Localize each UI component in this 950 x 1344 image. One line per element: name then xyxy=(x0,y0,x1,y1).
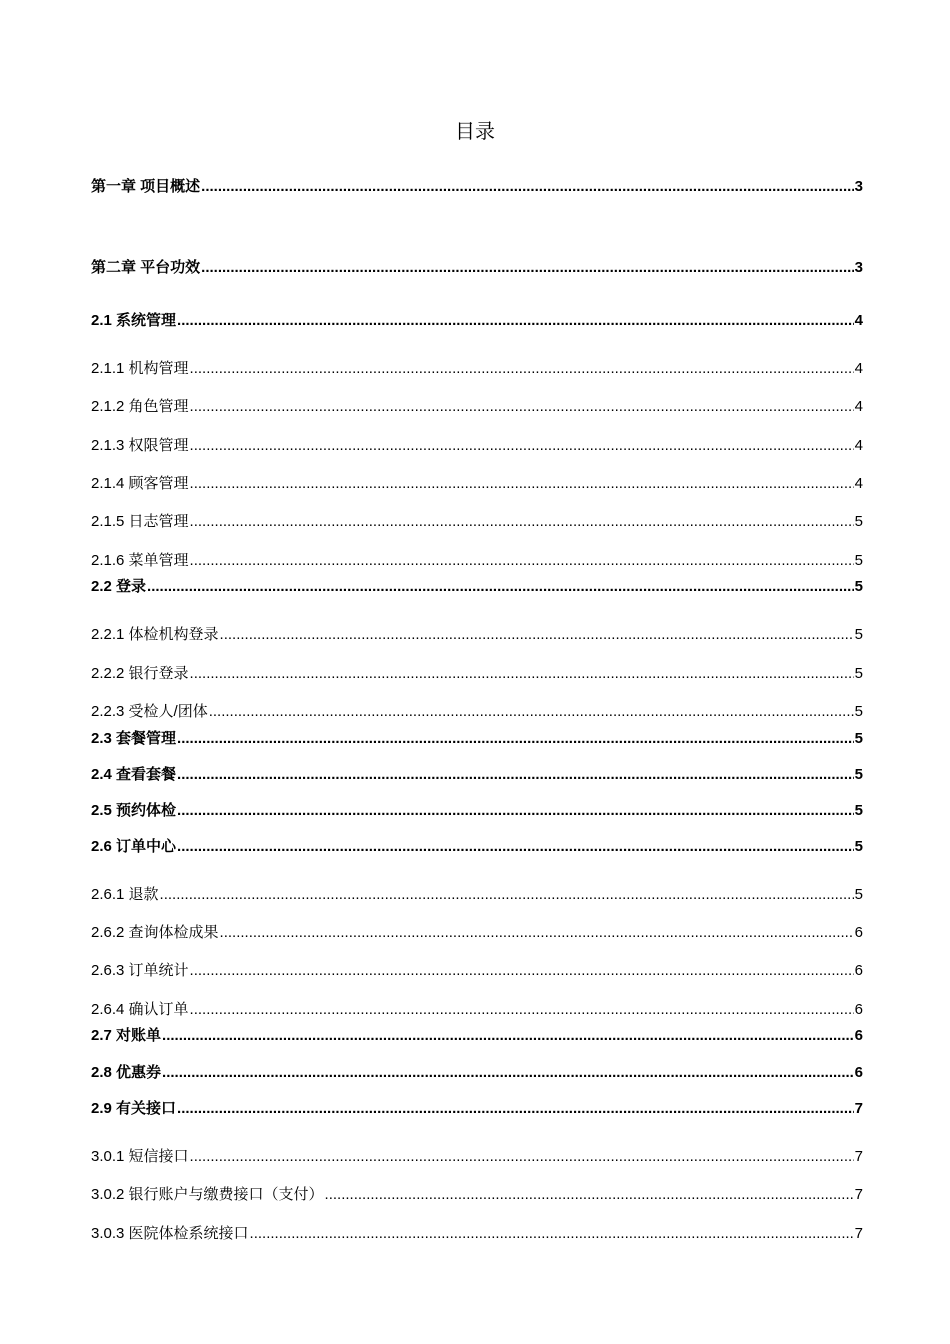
toc-dot-leader xyxy=(160,885,854,905)
toc-page-number: 7 xyxy=(854,1225,863,1242)
toc-dot-leader xyxy=(162,1063,854,1083)
toc-entry-2-7[interactable] xyxy=(91,1026,863,1046)
toc-page-number: 6 xyxy=(854,924,863,941)
toc-dot-leader xyxy=(220,923,854,943)
toc-page-number: 5 xyxy=(854,665,863,682)
toc-dot-leader xyxy=(177,765,854,785)
toc-dot-leader xyxy=(177,1099,854,1119)
toc-dot-leader xyxy=(177,311,854,331)
toc-dot-leader xyxy=(162,1026,854,1046)
toc-entry-2-6-2[interactable] xyxy=(91,923,863,943)
toc-entry-2-1-3[interactable] xyxy=(91,436,863,456)
toc-dot-leader xyxy=(190,436,854,456)
toc-dot-leader xyxy=(177,837,854,857)
toc-page-number: 7 xyxy=(854,1186,863,1203)
toc-entry-label: 3.0.1 短信接口 xyxy=(91,1148,189,1165)
toc-entry-label: 2.6.4 确认订单 xyxy=(91,1001,189,1018)
toc-entry-2-1-6[interactable] xyxy=(91,551,863,571)
toc-entry-2-1-1[interactable] xyxy=(91,359,863,379)
toc-dot-leader xyxy=(190,664,854,684)
toc-dot-leader xyxy=(190,397,854,417)
toc-entry-2-5[interactable] xyxy=(91,801,863,821)
toc-dot-leader xyxy=(190,474,854,494)
toc-entry-label: 3.0.2 银行账户与缴费接口（支付） xyxy=(91,1186,324,1203)
toc-dot-leader xyxy=(190,961,854,981)
toc-dot-leader xyxy=(190,1000,854,1020)
toc-page-number: 5 xyxy=(854,766,863,783)
toc-entry-2-1-2[interactable] xyxy=(91,397,863,417)
toc-entry-label: 2.2.2 银行登录 xyxy=(91,665,189,682)
toc-page-number: 5 xyxy=(854,838,863,855)
toc-dot-leader xyxy=(190,512,854,532)
toc-entry-3-0-3[interactable] xyxy=(91,1224,863,1244)
toc-page-number: 5 xyxy=(854,578,863,595)
toc-entry-label: 2.9 有关接口 xyxy=(91,1100,177,1117)
toc-entry-2-2[interactable] xyxy=(91,577,863,597)
toc-dot-leader xyxy=(201,258,853,278)
toc-entry-2-4[interactable] xyxy=(91,765,863,785)
toc-entry-label: 2.1 系统管理 xyxy=(91,312,177,329)
toc-page-number: 5 xyxy=(854,886,863,903)
toc-entry-label: 2.2 登录 xyxy=(91,578,147,595)
toc-entry-label: 2.6.3 订单统计 xyxy=(91,962,189,979)
toc-entry-label: 2.1.4 顾客管理 xyxy=(91,475,189,492)
toc-entry-label: 第二章 平台功效 xyxy=(91,259,201,276)
toc-entry-label: 2.8 优惠券 xyxy=(91,1064,162,1081)
toc-entry-2-1[interactable] xyxy=(91,311,863,331)
toc-title: 目录 xyxy=(455,121,495,143)
toc-entry-label: 2.1.6 菜单管理 xyxy=(91,552,189,569)
toc-page-number: 5 xyxy=(854,703,863,720)
toc-page-number: 7 xyxy=(854,1148,863,1165)
toc-entry-label: 2.4 查看套餐 xyxy=(91,766,177,783)
toc-entry-label: 2.6.1 退款 xyxy=(91,886,159,903)
toc-entry-label: 2.3 套餐管理 xyxy=(91,730,177,747)
toc-page-number: 5 xyxy=(854,513,863,530)
toc-entry-2-6-4[interactable] xyxy=(91,1000,863,1020)
toc-entry-3-0-1[interactable] xyxy=(91,1147,863,1167)
toc-dot-leader xyxy=(190,551,854,571)
toc-dot-leader xyxy=(209,702,854,722)
toc-entry-2-2-1[interactable] xyxy=(91,625,863,645)
toc-page-number: 4 xyxy=(854,475,863,492)
toc-entry-2-8[interactable] xyxy=(91,1063,863,1083)
toc-page-number: 5 xyxy=(854,626,863,643)
toc-page-number: 3 xyxy=(854,178,863,195)
toc-entry-label: 2.1.3 权限管理 xyxy=(91,437,189,454)
toc-page-number: 4 xyxy=(854,360,863,377)
toc-entry-chapter-2[interactable] xyxy=(91,258,863,278)
toc-entry-2-6-3[interactable] xyxy=(91,961,863,981)
toc-entry-label: 2.1.5 日志管理 xyxy=(91,513,189,530)
toc-page-number: 6 xyxy=(854,1027,863,1044)
toc-entry-label: 2.2.3 受检人/团体 xyxy=(91,703,208,720)
toc-page-number: 6 xyxy=(854,1064,863,1081)
toc-entry-3-0-2[interactable] xyxy=(91,1185,863,1205)
toc-dot-leader xyxy=(147,577,854,597)
toc-page-number: 3 xyxy=(854,259,863,276)
toc-page-number: 7 xyxy=(854,1100,863,1117)
toc-page-number: 4 xyxy=(854,437,863,454)
toc-entry-label: 2.6.2 查询体检成果 xyxy=(91,924,219,941)
toc-dot-leader xyxy=(201,177,853,197)
toc-dot-leader xyxy=(177,801,854,821)
toc-entry-2-6-1[interactable] xyxy=(91,885,863,905)
toc-page-number: 5 xyxy=(854,730,863,747)
toc-entry-label: 2.6 订单中心 xyxy=(91,838,177,855)
toc-page-number: 4 xyxy=(854,312,863,329)
toc-entry-2-1-4[interactable] xyxy=(91,474,863,494)
toc-dot-leader xyxy=(220,625,854,645)
toc-entry-label: 2.2.1 体检机构登录 xyxy=(91,626,219,643)
toc-dot-leader xyxy=(190,359,854,379)
toc-entry-label: 2.1.1 机构管理 xyxy=(91,360,189,377)
toc-page-number: 5 xyxy=(854,802,863,819)
toc-page-number: 4 xyxy=(854,398,863,415)
toc-entry-2-9[interactable] xyxy=(91,1099,863,1119)
toc-entry-label: 2.7 对账单 xyxy=(91,1027,162,1044)
toc-entry-2-1-5[interactable] xyxy=(91,512,863,532)
toc-entry-2-6[interactable] xyxy=(91,837,863,857)
toc-dot-leader xyxy=(325,1185,854,1205)
toc-entry-chapter-1[interactable] xyxy=(91,177,863,197)
toc-entry-label: 2.5 预约体检 xyxy=(91,802,177,819)
toc-page-number: 6 xyxy=(854,962,863,979)
toc-page-number: 6 xyxy=(854,1001,863,1018)
toc-dot-leader xyxy=(190,1147,854,1167)
toc-entry-label: 第一章 项目概述 xyxy=(91,178,201,195)
toc-entry-label: 2.1.2 角色管理 xyxy=(91,398,189,415)
toc-entry-label: 3.0.3 医院体检系统接口 xyxy=(91,1225,249,1242)
toc-page-number: 5 xyxy=(854,552,863,569)
toc-dot-leader xyxy=(250,1224,854,1244)
toc-dot-leader xyxy=(177,729,854,749)
toc-entry-2-2-2[interactable] xyxy=(91,664,863,684)
toc-entry-2-3[interactable] xyxy=(91,729,863,749)
toc-entry-2-2-3[interactable] xyxy=(91,702,863,722)
